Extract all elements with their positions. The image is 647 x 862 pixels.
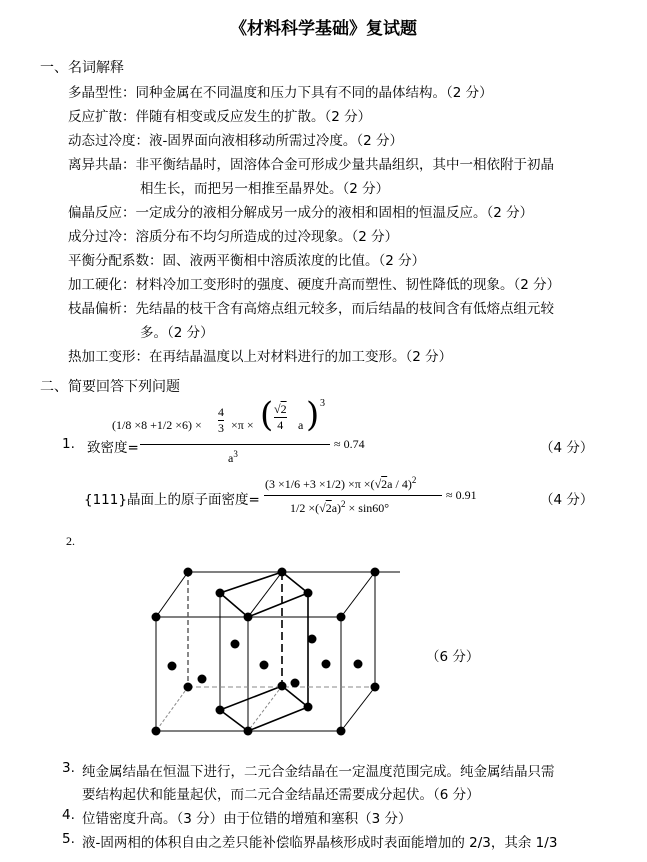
definition-text: 先结晶的枝干含有高熔点组元较多，而后结晶的枝间含有低熔点组元较 [135, 301, 554, 317]
q1-den-a: a [228, 451, 234, 465]
definition-item [68, 225, 398, 245]
definition-item [68, 129, 403, 149]
definition-text: 伴随有相变或反应发生的扩散。（2 分） [135, 109, 372, 125]
q1b-den-a: 1/2 ×( [290, 501, 320, 515]
atom [231, 640, 240, 649]
atom [354, 660, 363, 669]
section1-heading: 一、名词解释 [40, 60, 124, 76]
q1-sqrt2-val: 2 [280, 402, 287, 416]
q1-cube: 3 [320, 398, 325, 409]
q3-line1: 纯金属结晶在恒温下进行，二元合金结晶在一定温度范围完成。纯金属结晶只需 [82, 764, 555, 780]
q1b-den-exp: 2 [341, 499, 346, 509]
q1-frac-4-3 [218, 405, 224, 436]
q2-score: （6 分） [426, 649, 480, 665]
q1b-den-d: × sin60° [348, 501, 390, 515]
atom [152, 613, 161, 622]
q3-number: 3. [62, 760, 75, 776]
q5-text: 液-固两相的体积自由之差只能补偿临界晶核形成时表面能增加的 2/3，其余 1/3 [82, 835, 558, 851]
atom [291, 679, 300, 688]
q1b-den-c: a) [331, 501, 342, 515]
q1-result: ≈ 0.74 [334, 437, 365, 451]
q1b-score: （4 分） [540, 492, 594, 508]
edge [341, 572, 375, 617]
q1-mid: ×π × [231, 418, 254, 432]
q1-score: （4 分） [540, 440, 594, 456]
definition-continuation: 相生长，而把另一相推至晶界处。（2 分） [140, 181, 390, 197]
atom [168, 662, 177, 671]
definition-term: 动态过冷度： [68, 133, 149, 149]
atom [322, 660, 331, 669]
edge [156, 572, 188, 617]
atom [278, 682, 287, 691]
atom [308, 635, 317, 644]
atom [260, 661, 269, 670]
q2-number: 2. [66, 534, 75, 548]
definition-text: 固、液两平衡相中溶质浓度的比值。（2 分） [162, 253, 426, 269]
q1b-num-a: (3 ×1/6 +3 ×1/2) ×π ×( [265, 477, 375, 491]
edge [341, 687, 375, 731]
atom [337, 613, 346, 622]
hcp-crystal-diagram [140, 555, 400, 745]
atom [198, 675, 207, 684]
atom [304, 589, 313, 598]
q1-sqrt2: √2 [274, 402, 287, 416]
q1-den [228, 449, 238, 466]
atom [337, 727, 346, 736]
q1-frac43-den: 3 [218, 421, 224, 435]
q1b-num-c: a / 4) [387, 477, 412, 491]
edge [282, 572, 308, 593]
q5-number: 5. [62, 831, 75, 847]
atom [152, 727, 161, 736]
q1b-num-b: 2 [381, 477, 388, 491]
atom [304, 703, 313, 712]
atom [184, 683, 193, 692]
q1b-numerator: (3 ×1/6 +3 ×1/2) ×π ×(√2a / 4)$^2$ [265, 475, 417, 491]
q1-frac43-num: 4 [218, 405, 224, 419]
atom [371, 683, 380, 692]
edge [220, 710, 248, 731]
atom [184, 568, 193, 577]
q1-four: 4 [277, 418, 284, 432]
definition-item [68, 105, 371, 125]
definition-item [68, 201, 533, 221]
definition-text: 液-固界面向液相移动所需过冷度。（2 分） [149, 133, 404, 149]
q1-frac-sqrt2-4 [274, 402, 287, 433]
fraction-bar [264, 495, 442, 496]
definition-text: 同种金属在不同温度和压力下具有不同的晶体结构。（2 分） [135, 85, 493, 101]
definition-term: 离异共晶： [68, 157, 136, 173]
hidden-edge [156, 687, 188, 731]
definition-item [68, 249, 425, 269]
q1b-label: {111}晶面上的原子面密度= [84, 492, 260, 508]
edge [220, 593, 248, 617]
definition-item [68, 345, 452, 365]
atom [216, 589, 225, 598]
right-paren: ) [306, 395, 320, 435]
q1b-denominator: $1/2 \times(√2a)^2 \times \sin 60^\circ$ [290, 499, 390, 515]
q3-line2: 要结构起伏和能量起伏，而二元合金结晶还需要成分起伏。（6 分） [82, 787, 480, 803]
definition-term: 反应扩散： [68, 109, 136, 125]
q1-numerator-part: (1/8 ×8 +1/2 ×6) × [112, 418, 202, 432]
q1-number: 1. [62, 436, 75, 452]
q1-den-exp: 3 [233, 449, 238, 459]
definition-text: 一定成分的液相分解成另一成分的液相和固相的恒温反应。（2 分） [135, 205, 534, 221]
atom [244, 727, 253, 736]
definition-term: 多晶型性： [68, 85, 136, 101]
atom [216, 706, 225, 715]
atom [371, 568, 380, 577]
q1b-den-b: 2 [325, 501, 332, 515]
definition-continuation: 多。（2 分） [140, 325, 214, 341]
q1b-result: ≈ 0.91 [446, 488, 477, 502]
atom [244, 613, 253, 622]
definition-text: 溶质分布不均匀所造成的过冷现象。（2 分） [135, 229, 399, 245]
definition-item [68, 273, 560, 293]
fraction-bar [140, 444, 330, 445]
definition-text: 在再结晶温度以上对材料进行的加工变形。（2 分） [149, 349, 453, 365]
definition-term: 平衡分配系数： [68, 253, 163, 269]
definition-text: 非平衡结晶时，固溶体合金可形成少量共晶组织，其中一相依附于初晶 [135, 157, 554, 173]
q1-a: a [298, 418, 304, 432]
edge [282, 686, 308, 707]
definition-term: 枝晶偏析： [68, 301, 136, 317]
definition-term: 偏晶反应： [68, 205, 136, 221]
definition-term: 成分过冷： [68, 229, 136, 245]
q4-number: 4. [62, 807, 75, 823]
left-paren: ( [260, 395, 274, 435]
definition-item [68, 81, 493, 101]
definition-item [68, 153, 554, 173]
atom [278, 568, 287, 577]
page-title: 《材料科学基础》复试题 [230, 19, 417, 39]
definition-item [68, 297, 554, 317]
definition-term: 热加工变形： [68, 349, 149, 365]
definition-term: 加工硬化： [68, 277, 136, 293]
q1-label: 致密度= [87, 440, 139, 456]
section2-heading: 二、简要回答下列问题 [40, 379, 180, 395]
q4-text: 位错密度升高。（3 分）由于位错的增殖和塞积（3 分） [82, 811, 412, 827]
edge [220, 572, 282, 593]
definition-text: 材料冷加工变形时的强度、硬度升高而塑性、韧性降低的现象。（2 分） [135, 277, 561, 293]
q1b-num-exp: 2 [411, 475, 417, 485]
